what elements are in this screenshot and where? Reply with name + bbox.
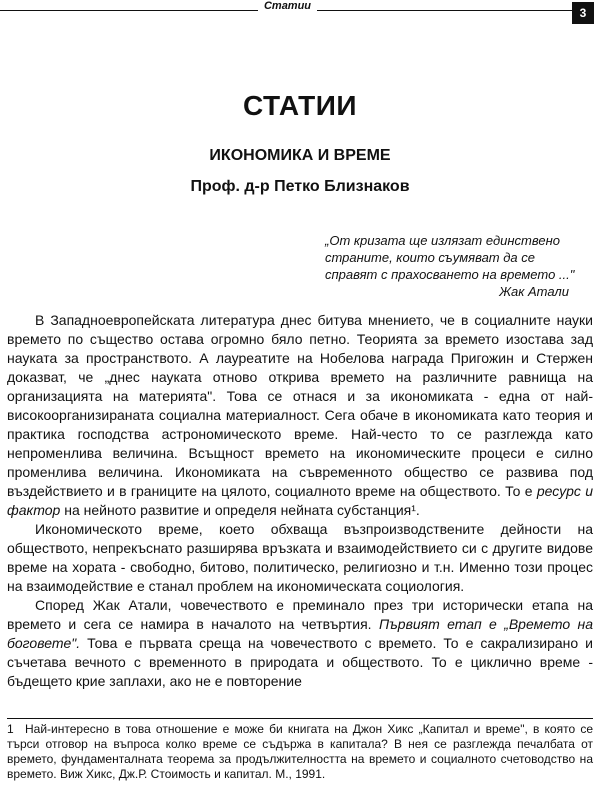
footnote-text: Най-интересно в това отношение е може би книгата на Джон Хикс „Капитал и време", в която се търси отговор на въпроса колко време се съдържа в капитала? В нея се разглежда печалбата от времето, фундаменталната теорема за продължителността на времето и социалното счетоводство на времето. Виж Хикс, Дж.Р. Стоимость и капитал. М., 1991.: [7, 722, 593, 781]
paragraph: Според Жак Атали, човечеството е преминало през три исторически етапа на времето и сега се намира в началото на четвъртия. Първият етап е „Времето на боговете". Това е първата среща на човечеството с времето. То е сакрализирано и съчетава вечното с временното в природата и обществото. То е циклично време - бъдещето крие заплахи, ако не е повторение: [7, 597, 593, 689]
epigraph-attribution: Жак Атали: [499, 284, 569, 299]
paragraph: Икономическото време, което обхваща възпроизводствените дейности на обществото, непрекъснато разширява връзката и взаимодействието си с другите видове време на хората - свободно, битово, политическо, религиозно и т.н. Именно този процес на взаимодействие е станал проблем на икономическата социология.: [7, 521, 593, 594]
running-title: Статии: [0, 0, 575, 12]
article-author: Проф. д-р Петко Близнаков: [190, 178, 410, 195]
epigraph-line: страните, които съумяват да се: [325, 250, 536, 265]
body-text: [7, 311, 593, 691]
footnote-rule: [7, 718, 593, 719]
epigraph-line: справят с прахосването на времето ...": [325, 267, 575, 282]
section-title: СТАТИИ: [242, 90, 358, 121]
epigraph: [325, 232, 587, 300]
footnote-number: 1: [7, 722, 14, 736]
paragraph: В Западноевропейската литература днес битува мнението, че в социалните науки времето по същество остава огромно бяло петно. Теорията за времето изостава зад науката за пространството. А лауреатите на Нобелова награда Пригожин и Стержен доказват, че „днес науката отново открива времето на различните равнища на организацията на материята". Това се отнася и за икономиката - една от най-високоорганизираната социална материалност. Сега обаче в икономиката като теория и практика господства астрономическото време. Най-често то се разглежда като непроменлива величина. Всъщност времето на икономическите процеси е силно променлива величина. Икономиката на съвременното общество се развива под въздействието и в границите на цялото, социалното време на обществото. То е ресурс и фактор на нейното развитие и определя нейната субстанция¹.: [7, 312, 593, 518]
running-header: [0, 0, 600, 16]
page-number: 3: [572, 2, 594, 24]
article-title: ИКОНОМИКА И ВРЕМЕ: [209, 147, 391, 164]
epigraph-line: „От кризата ще излязат единствено: [325, 233, 560, 248]
footnote: [7, 722, 593, 782]
